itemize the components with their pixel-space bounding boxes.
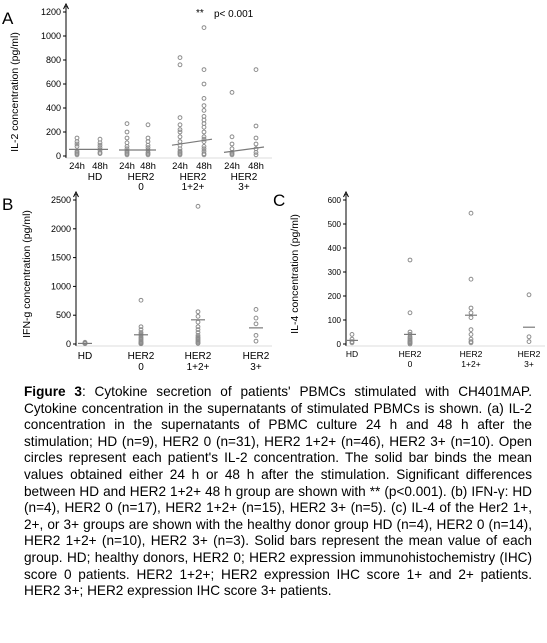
data-point — [469, 333, 473, 337]
group-label: HER2 — [127, 351, 155, 362]
y-tick-label: 400 — [45, 103, 61, 113]
data-point — [178, 56, 182, 60]
data-point — [125, 122, 129, 126]
data-point — [196, 204, 200, 208]
data-point — [527, 335, 531, 339]
time-label: 48h — [196, 161, 212, 172]
data-point — [139, 298, 143, 302]
data-point — [202, 97, 206, 101]
caption-text: : Cytokine secretion of patients' PBMCs stimulated with CH401MAP. Cytokine concentration in the supernatants of stimulated PBMCs is shown. (a) IL-2 concentration in the supernatants of PBMC culture 24 h and 48 h after the stimulation; HD (n=9), HER2 0 (n=31), HER2 1+2+ (n=46), HER2 3+ (n=10). Open circles represent each patient's IL-2 concentration. The solid bar binds the mean values obtained either 24 h or 48 h after the stimulation. Significant differences between HD and HER2 1+2+ 48 h group are shown with ** (p<0.001). (b) IFN-γ: HD (n=4), HER2 0 (n=17), HER2 1+2+ (n=15), HER2 3+ (n=5). (c) IL-4 of the Her2 1+, 2+, or 3+ groups are shown with the healthy donor group HD (n=4), HER2 0 (n=14), HER2 1+2+ (n=10), HER2 3+ (n=3). Solid bars represent the mean value of each group. HD; healthy donors, HER2 0; HER2 expression immunohistochemistry (IHC) score 0 patients. HER2 1+2+; HER2 expression IHC score 1+ and 2+ patients. HER2 3+; HER2 expression IHC score 3+ patients. — [24, 384, 533, 599]
y-tick-label: 400 — [327, 244, 341, 253]
y-tick-label: 800 — [45, 55, 61, 65]
data-point — [202, 26, 206, 30]
panel-a-letter: A — [2, 9, 14, 28]
panel-c-il4 — [273, 191, 545, 369]
data-point — [469, 306, 473, 310]
group-label: HD — [77, 351, 93, 362]
data-point — [254, 333, 258, 337]
data-point — [230, 91, 234, 95]
group-sublabel: 3+ — [524, 359, 534, 369]
data-point — [254, 136, 258, 140]
data-point — [408, 258, 412, 262]
time-label: 48h — [140, 161, 156, 172]
group-label: HER2 — [398, 349, 422, 359]
y-tick-label: 2000 — [50, 223, 71, 234]
y-tick-label: 300 — [327, 268, 341, 277]
panel-c-ylabel: IL-4 concentration (pg/ml) — [289, 214, 301, 334]
y-tick-label: 1000 — [40, 31, 61, 41]
group-label: HER2 — [127, 172, 155, 183]
group-sublabel: 0 — [138, 362, 144, 373]
time-label: 24h — [69, 161, 85, 172]
panel-c-letter: C — [273, 191, 286, 210]
data-point — [254, 316, 258, 320]
data-point — [469, 311, 473, 315]
group-sublabel: 0 — [138, 182, 144, 193]
panel-a-significance: ** — [196, 8, 204, 19]
group-label: HER2 — [179, 172, 207, 183]
data-point — [230, 142, 234, 146]
data-point — [254, 124, 258, 128]
time-label: 24h — [224, 161, 240, 172]
data-point — [469, 277, 473, 281]
data-point — [230, 135, 234, 139]
group-sublabel: 3+ — [238, 182, 250, 193]
data-point — [202, 104, 206, 108]
panel-a-pvalue: p< 0.001 — [214, 9, 254, 20]
data-point — [196, 320, 200, 324]
y-tick-label: 0 — [336, 340, 341, 349]
data-point — [469, 211, 473, 215]
y-tick-label: 0 — [55, 151, 61, 161]
data-point — [350, 333, 354, 337]
data-point — [125, 130, 129, 134]
y-tick-label: 500 — [327, 220, 341, 229]
data-point — [178, 123, 182, 127]
data-point — [196, 310, 200, 314]
caption-figure-label: Figure 3 — [24, 384, 82, 399]
group-sublabel: 3+ — [250, 362, 262, 373]
group-label: HER2 — [184, 351, 212, 362]
data-point — [202, 82, 206, 86]
data-point — [254, 68, 258, 72]
figure-caption — [24, 384, 532, 600]
y-tick-label: 0 — [65, 339, 71, 349]
data-point — [125, 136, 129, 140]
data-point — [527, 340, 531, 344]
group-label: HER2 — [517, 349, 541, 359]
data-point — [254, 153, 258, 157]
data-point — [254, 142, 258, 146]
time-label: 48h — [92, 161, 108, 172]
data-point — [469, 316, 473, 320]
time-label: 48h — [248, 161, 264, 172]
time-label: 24h — [172, 161, 188, 172]
data-point — [254, 308, 258, 312]
time-label: 24h — [119, 161, 135, 172]
y-tick-label: 1500 — [50, 252, 71, 263]
data-point — [527, 293, 531, 297]
data-point — [408, 311, 412, 315]
group-sublabel: 0 — [407, 359, 413, 369]
data-point — [202, 68, 206, 72]
data-point — [469, 328, 473, 332]
panel-a-il2 — [2, 4, 272, 193]
y-tick-label: 200 — [45, 127, 61, 137]
y-tick-label: 600 — [45, 79, 61, 89]
data-point — [146, 123, 150, 127]
data-point — [178, 63, 182, 67]
panel-a-ylabel: IL-2 concentration (pg/ml) — [9, 32, 21, 152]
y-tick-label: 2500 — [50, 195, 71, 205]
data-point — [196, 314, 200, 318]
panel-b-ylabel: IFN-g concentration (pg/ml) — [21, 210, 33, 338]
data-point — [202, 130, 206, 134]
group-sublabel: 1+2+ — [186, 362, 210, 373]
data-point — [202, 109, 206, 113]
y-tick-label: 500 — [55, 310, 71, 321]
group-label: HER2 — [459, 349, 483, 359]
data-point — [254, 322, 258, 326]
group-label: HER2 — [230, 172, 258, 183]
group-label: HER2 — [242, 351, 270, 362]
y-tick-label: 1200 — [40, 7, 61, 17]
data-point — [254, 339, 258, 343]
data-point — [178, 135, 182, 139]
y-tick-label: 1000 — [50, 281, 71, 292]
y-tick-label: 600 — [327, 196, 341, 205]
y-tick-label: 200 — [327, 292, 341, 301]
group-sublabel: 1+2+ — [181, 182, 205, 193]
panel-b-letter: B — [2, 195, 14, 214]
group-sublabel: 1+2+ — [461, 359, 481, 369]
group-label: HD — [345, 349, 359, 359]
group-label: HD — [87, 172, 103, 183]
data-point — [178, 116, 182, 120]
panel-b-ifng — [2, 192, 272, 373]
y-tick-label: 100 — [327, 316, 341, 325]
